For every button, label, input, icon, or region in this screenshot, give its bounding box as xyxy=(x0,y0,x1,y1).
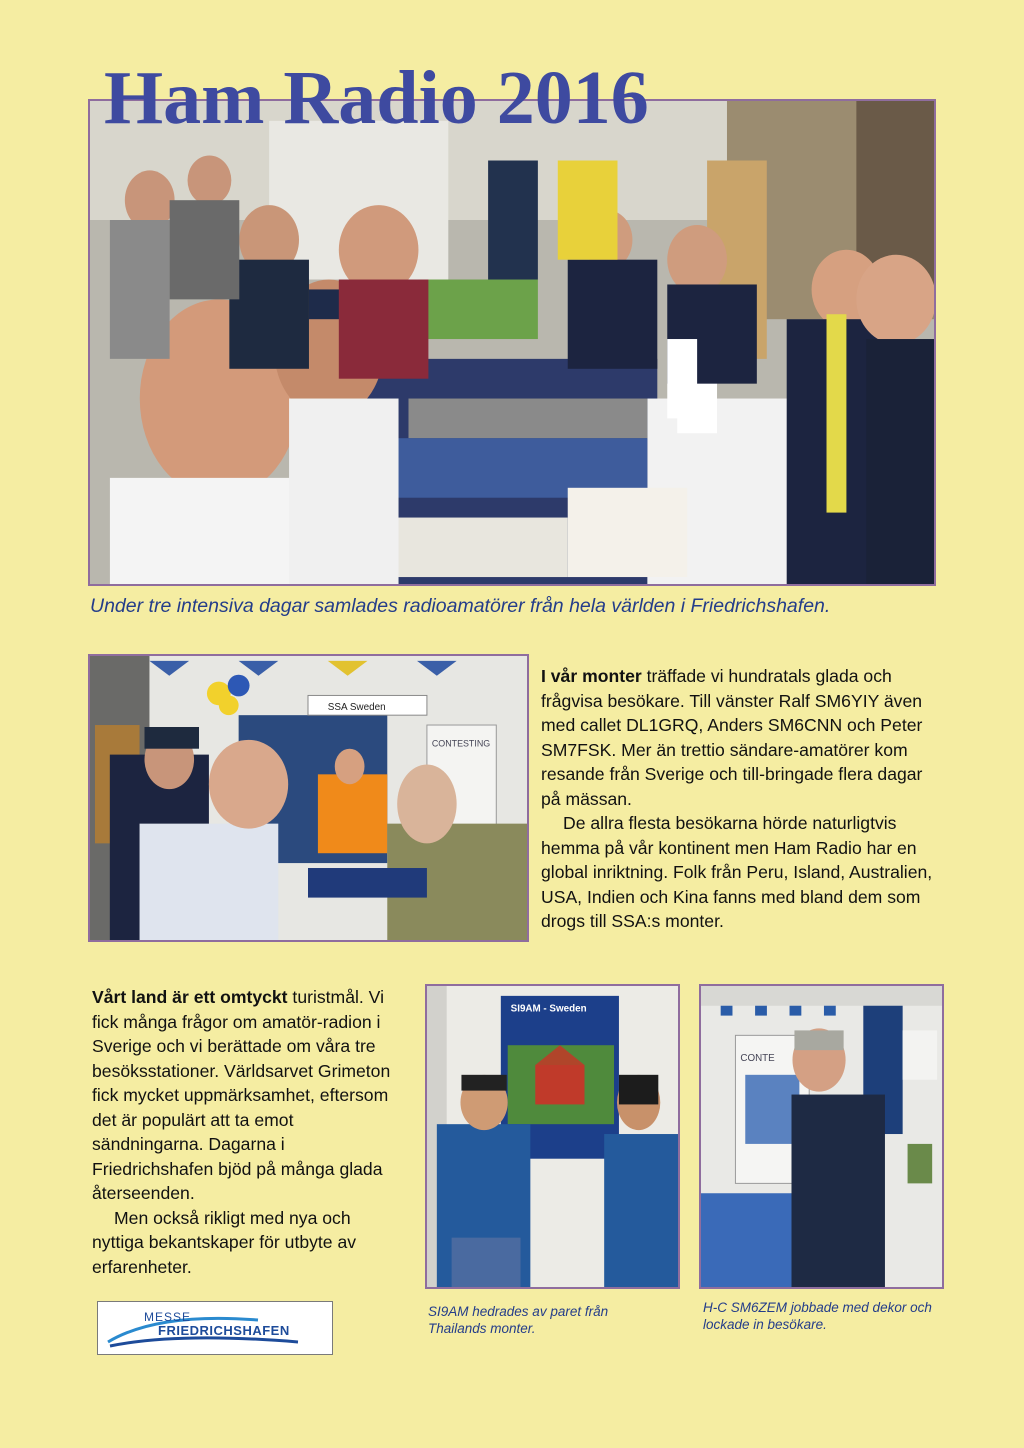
country-text-paragraph-2: Men också rikligt med nya och nyttiga bekantskaper för utbyte av erfarenheter. xyxy=(92,1207,357,1277)
booth-text-lead: I vår monter xyxy=(541,666,642,686)
logo-line-2: FRIEDRICHSHAFEN xyxy=(158,1323,290,1338)
country-text-body: turistmål. Vi fick många frågor om amatör-radion i Sverige och vi berättade om våra tre besöksstationer. Världsarvet Grimeton fick mycket uppmärksamhet, eftersom det är populärt att ta emot sändningarna. Dagarna i Friedrichshafen bjöd på många glada återseenden. xyxy=(92,987,391,1203)
main-photo-caption: Under tre intensiva dagar samlades radioamatörer från hela världen i Friedrichshafen. xyxy=(90,595,831,617)
page-title: Ham Radio 2016 xyxy=(104,56,649,140)
main-photo-crowd xyxy=(88,99,936,586)
hc-contest-text: CONTE xyxy=(740,1052,775,1065)
country-text-lead: Vårt land är ett omtyckt xyxy=(92,987,288,1007)
booth-text xyxy=(541,664,946,934)
messe-friedrichshafen-logo xyxy=(97,1301,333,1355)
hc-photo-caption: H-C SM6ZEM jobbade med dekor och lockade in besökare. xyxy=(703,1300,932,1332)
logo-line-1: MESSE xyxy=(144,1310,192,1324)
hc-photo xyxy=(699,984,944,1289)
booth-text-paragraph-2: De allra flesta besökarna hörde naturligtvis hemma på vår kontinent men Ham Radio har en global inriktning. Folk från Peru, Island, Australien, USA, Indien och Kina fanns med bland dem som drogs till SSA:s monter. xyxy=(541,813,933,931)
thai-couple-photo xyxy=(425,984,680,1289)
country-text xyxy=(92,985,402,1279)
thai-photo-caption: SI9AM hedrades av paret från Thailands monter. xyxy=(428,1304,609,1336)
booth-text-body: träffade vi hundratals glada och frågvisa besökare. Till vänster Ralf SM6YIY även med callet DL1GRQ, Anders SM6CNN och Peter SM7FSK. Mer än trettio sändare-amatörer kom resande från Sverige och till-bringade flera dagar på mässan. xyxy=(541,666,923,809)
booth-contest-text: CONTESTING xyxy=(431,738,491,749)
poster-title-text: SI9AM - Sweden xyxy=(510,1003,587,1015)
booth-photo xyxy=(88,654,529,942)
booth-banner-text: SSA Sweden xyxy=(327,702,386,714)
